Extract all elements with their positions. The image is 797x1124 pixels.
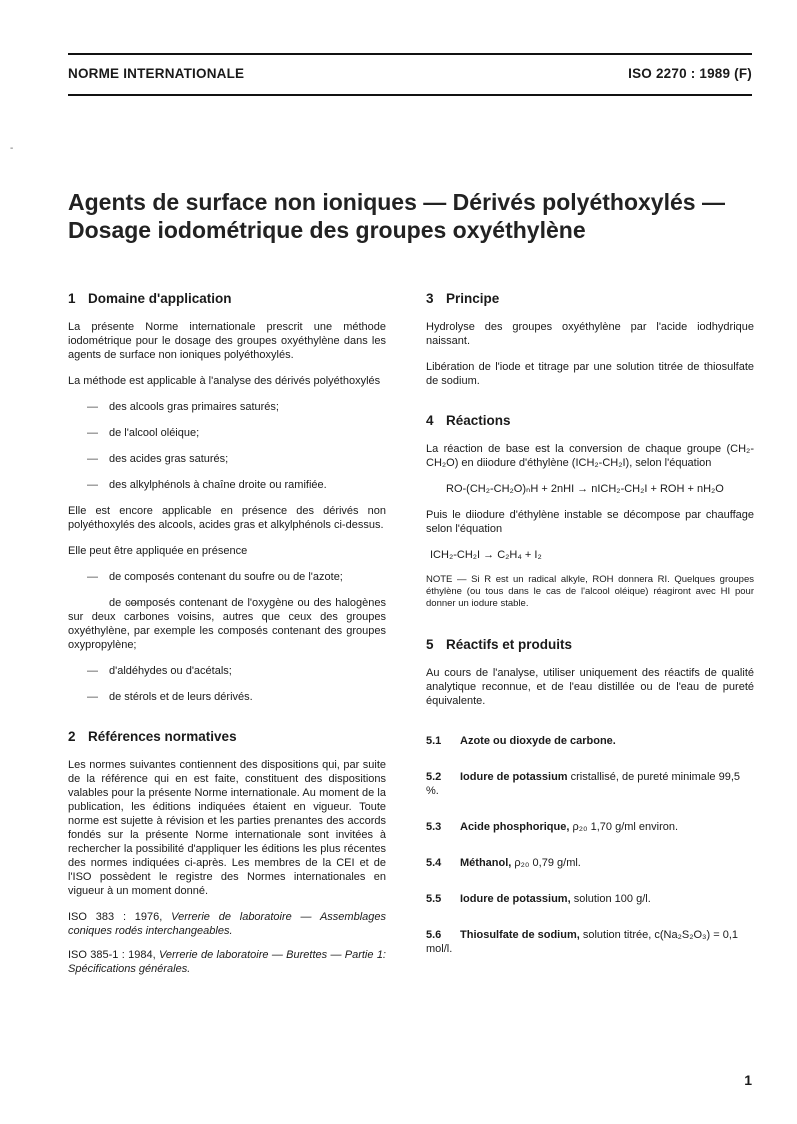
reagent-name: Méthanol,: [460, 857, 512, 869]
paragraph: Hydrolyse des groupes oxyéthylène par l'acide iodhydrique naissant.: [426, 321, 754, 347]
right-column: [426, 292, 754, 978]
reagent-name: Iodure de potassium: [460, 771, 568, 783]
margin-mark: -: [10, 143, 14, 154]
list-item: — de stérols et de leurs dérivés.: [68, 690, 386, 704]
title-line-1: Agents de surface non ioniques — Dérivés polyéthoxylés —: [68, 189, 725, 215]
reference-code: ISO 383 : 1976,: [68, 911, 163, 923]
section-title: Domaine d'application: [88, 291, 232, 306]
section-1-heading: [68, 292, 386, 306]
section-number: 1: [68, 291, 76, 306]
reagent-5-1: [426, 734, 754, 748]
list-item: — d'aldéhydes ou d'acétals;: [68, 664, 386, 678]
paragraph: La réaction de base est la conversion de chaque groupe (CH₂-CH₂O) en diiodure d'éthylène (ICH₂-CH₂I), selon l'équation: [426, 443, 754, 469]
section-number: 3: [426, 291, 434, 306]
header-rule: [68, 94, 752, 96]
left-column: [68, 292, 386, 986]
reagent-name: Acide phosphorique,: [460, 821, 570, 833]
reagent-number: 5.3: [426, 821, 442, 833]
reagent-detail: cristallisé, de pureté minimale 99,5 %.: [426, 771, 740, 797]
reagent-5-4: [426, 856, 754, 870]
dash-list: [68, 570, 386, 704]
title-line-2: Dosage iodométrique des groupes oxyéthylène: [68, 217, 586, 243]
section-title: Principe: [446, 291, 500, 306]
reagent-detail: solution 100 g/l.: [570, 893, 651, 905]
list-item: — des acides gras saturés;: [68, 452, 386, 466]
paragraph: Libération de l'iode et titrage par une solution titrée de thiosulfate de sodium.: [426, 361, 754, 387]
reagent-5-6: [426, 928, 754, 956]
paragraph: Elle peut être appliquée en présence: [68, 545, 248, 557]
reagent-5-2: [426, 770, 754, 798]
paragraph: Les normes suivantes contiennent des dispositions qui, par suite de la référence qui en est faite, constituent des dispositions valables pour la présente Norme internationale. Au moment de la publication, les éditions indiquées étaient en vigueur. Toute norme est sujette à révision et les parties prenantes des accords fondés sur la présente Norme internationale sont invitées à rechercher la possibilité d'appliquer les éditions les plus récentes des normes indiquées ci-après. Les membres de la CEI et de l'ISO possèdent le registre des Normes internationales en vigueur à un moment donné.: [68, 759, 386, 897]
section-number: 5: [426, 637, 434, 652]
list-item: — des alkylphénols à chaîne droite ou ramifiée.: [68, 478, 386, 492]
top-rule: [68, 53, 752, 55]
reagent-detail: ρ₂₀ 1,70 g/ml environ.: [569, 821, 679, 833]
section-3-heading: [426, 292, 754, 306]
paragraph: La méthode est applicable à l'analyse des dérivés polyéthoxylés: [68, 375, 381, 387]
reference-title: Verrerie de laboratoire — Assemblages coniques rodés interchangeables.: [68, 911, 386, 937]
reference-title: Verrerie de laboratoire — Burettes — Partie 1: Spécifications générales.: [68, 949, 386, 975]
equation-1: RO-(CH₂-CH₂O)ₙH + 2nHI → nICH₂-CH₂I + ROH + nH₂O: [446, 483, 724, 495]
reagent-number: 5.2: [426, 771, 442, 783]
reagent-name: Thiosulfate de sodium,: [460, 929, 580, 941]
page-number: 1: [744, 1072, 752, 1088]
dash-list: [68, 400, 386, 492]
section-title: Réactions: [446, 413, 511, 428]
paragraph: Au cours de l'analyse, utiliser uniquement des réactifs de qualité analytique reconnue, et de l'eau distillée ou de l'eau de pureté équivalente.: [426, 667, 754, 707]
document-title: [68, 188, 768, 244]
reference-code: ISO 385-1 : 1984,: [68, 949, 156, 961]
list-item: — de l'alcool oléique;: [68, 426, 386, 440]
note: NOTE — Si R est un radical alkyle, ROH donnera RI. Quelques groupes éthylène (ou tous dans le cas de l'alcool oléique) réagiront avec HI pour donner un iodure stable.: [426, 574, 754, 609]
header-right: ISO 2270 : 1989 (F): [628, 66, 752, 81]
reagent-name: Azote ou dioxyde de carbone.: [460, 735, 616, 747]
section-number: 4: [426, 413, 434, 428]
reagent-detail: ρ₂₀ 0,79 g/ml.: [511, 857, 581, 869]
section-title: Réactifs et produits: [446, 637, 573, 652]
header-left: NORME INTERNATIONALE: [68, 66, 245, 81]
reagent-name: Iodure de potassium,: [460, 893, 571, 905]
reagent-number: 5.1: [426, 735, 442, 747]
section-title: Références normatives: [88, 729, 237, 744]
paragraph: Elle est encore applicable en présence des dérivés non polyéthoxylés des alcools, acides gras et alkylphénols ci-dessus.: [68, 505, 386, 531]
list-item: — de composés contenant de l'oxygène ou des halogènes sur deux carbones voisins, autres que ceux des groupes oxyéthylène, par exemple les composés contenant des groupes oxypropylène;: [68, 596, 386, 652]
reference-iso-383: [68, 910, 386, 938]
section-5-heading: [426, 638, 754, 652]
reagent-number: 5.4: [426, 857, 442, 869]
reference-iso-385-1: [68, 948, 386, 976]
section-number: 2: [68, 729, 76, 744]
list-item: — des alcools gras primaires saturés;: [68, 400, 386, 414]
equation-2: ICH₂-CH₂I → C₂H₄ + I₂: [430, 549, 542, 561]
section-2-heading: [68, 730, 386, 744]
reagent-detail: solution titrée, c(Na₂S₂O₃) = 0,1 mol/l.: [426, 929, 739, 955]
paragraph: La présente Norme internationale prescrit une méthode iodométrique pour le dosage des groupes oxyéthylène dans les agents de surface non ioniques polyéthoxylés.: [68, 321, 386, 361]
section-4-heading: [426, 414, 754, 428]
reagent-5-3: [426, 820, 754, 834]
reagent-5-5: [426, 892, 754, 906]
reagent-number: 5.6: [426, 929, 442, 941]
paragraph: Puis le diiodure d'éthylène instable se décompose par chauffage selon l'équation: [426, 509, 754, 535]
list-item: — de composés contenant du soufre ou de l'azote;: [68, 570, 386, 584]
reagent-number: 5.5: [426, 893, 442, 905]
